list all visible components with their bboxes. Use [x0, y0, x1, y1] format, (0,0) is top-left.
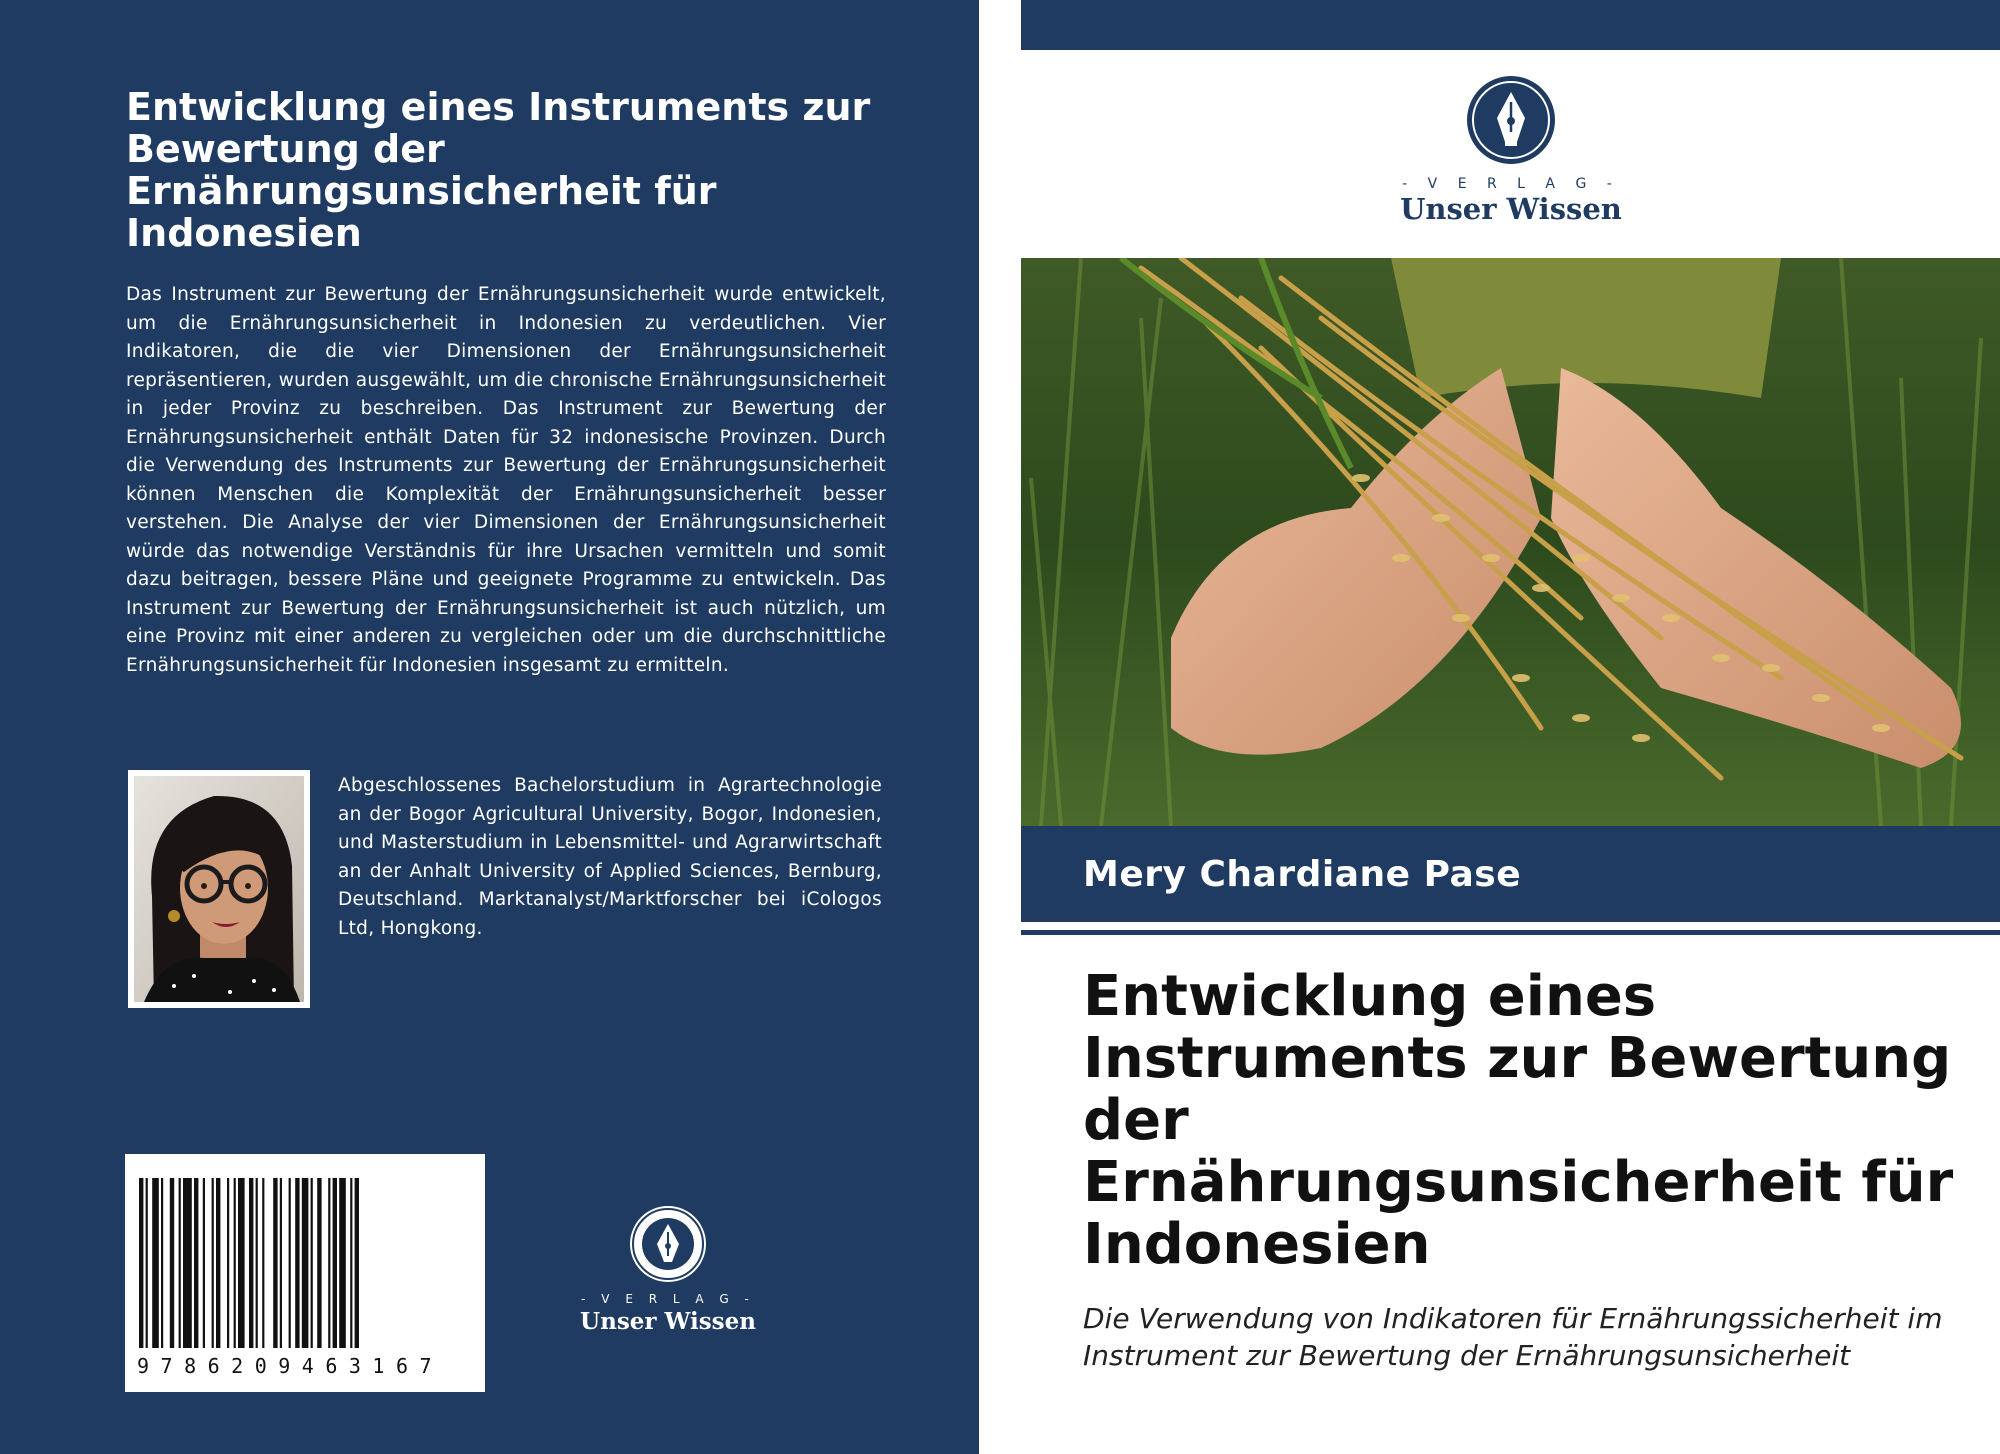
- spine-gap: [979, 0, 1021, 1454]
- isbn-number: 9786209463167: [137, 1354, 444, 1378]
- author-bio: Abgeschlossenes Bachelorstudium in Agrartechnologie an der Bogor Agricultural University, Bogor, Indonesien, und Masterstudium in Lebensmittel- und Agrarwirtschaft an der Anhalt University of Applied Sciences, Bernburg, Deutschland. Marktanalyst/Marktforscher bei iCologos Ltd, Hongkong.: [338, 775, 882, 939]
- back-publisher-logo: [578, 1204, 758, 1335]
- front-cover-subtitle: Die Verwendung von Indikatoren für Ernährungssicherheit im Instrument zur Bewertung der Ernährungsunsicherheit: [1083, 1302, 1943, 1372]
- front-cover-title: Entwicklung eines Instruments zur Bewertung der Ernährungsunsicherheit für Indonesien: [1083, 964, 1954, 1277]
- rice-in-hands-photo: [1021, 258, 2000, 826]
- divider-rule: [1021, 930, 2000, 935]
- top-navy-band: [1021, 0, 2000, 50]
- back-cover-blurb: Das Instrument zur Bewertung der Ernährungsunsicherheit wurde entwickelt, um die Ernährungsunsicherheit in Indonesien zu verdeutlichen. Vier Indikatoren, die die vier Dimensionen der Ernährungsunsicherheit repräsentieren, wurden ausgewählt, um die chronische Ernährungsunsicherheit in jeder Provinz zu beschreiben. Das Instrument zur Bewertung der Ernährungsunsicherheit enthält Daten für 32 indonesische Provinzen. Durch die Verwendung des Instruments zur Bewertung der Ernährungsunsicherheit können Menschen die Komplexität der Ernährungsunsicherheit besser verstehen. Die Analyse der vier Dimensionen der Ernährungsunsicherheit würde das notwendige Verständnis für ihre Ursachen vermitteln und somit dazu beitragen, bessere Pläne und geeignete Programme zu entwickeln. Das Instrument zur Bewertung der Ernährungsunsicherheit ist auch nützlich, um eine Provinz mit einer anderen zu vergleichen oder um die durchschnittliche Ernährungsunsicherheit für Indonesien insgesamt zu ermitteln.: [126, 284, 886, 676]
- pen-nib-logo-icon: [1465, 74, 1557, 166]
- author-photo: [128, 770, 310, 1008]
- author-portrait-image: [134, 776, 304, 1002]
- back-cover-title: Entwicklung eines Instruments zur Bewertung der Ernährungsunsicherheit für Indonesien: [126, 85, 871, 255]
- author-band: [1021, 826, 2000, 922]
- logo-brand-name: Unser Wissen: [1400, 192, 1622, 226]
- back-cover: [0, 0, 979, 1454]
- logo-verlag-label: - V E R L A G -: [581, 1292, 755, 1306]
- front-publisher-logo: [1391, 74, 1631, 226]
- logo-brand-name: Unser Wissen: [580, 1308, 756, 1335]
- front-cover: [1021, 0, 2000, 1454]
- pen-nib-logo-icon: [628, 1204, 708, 1284]
- logo-verlag-label: - V E R L A G -: [1402, 176, 1620, 192]
- author-name: Mery Chardiane Pase: [1083, 854, 1522, 895]
- isbn-barcode: [125, 1154, 485, 1392]
- cover-photo: [1021, 258, 2000, 826]
- barcode-bars: [135, 1178, 475, 1354]
